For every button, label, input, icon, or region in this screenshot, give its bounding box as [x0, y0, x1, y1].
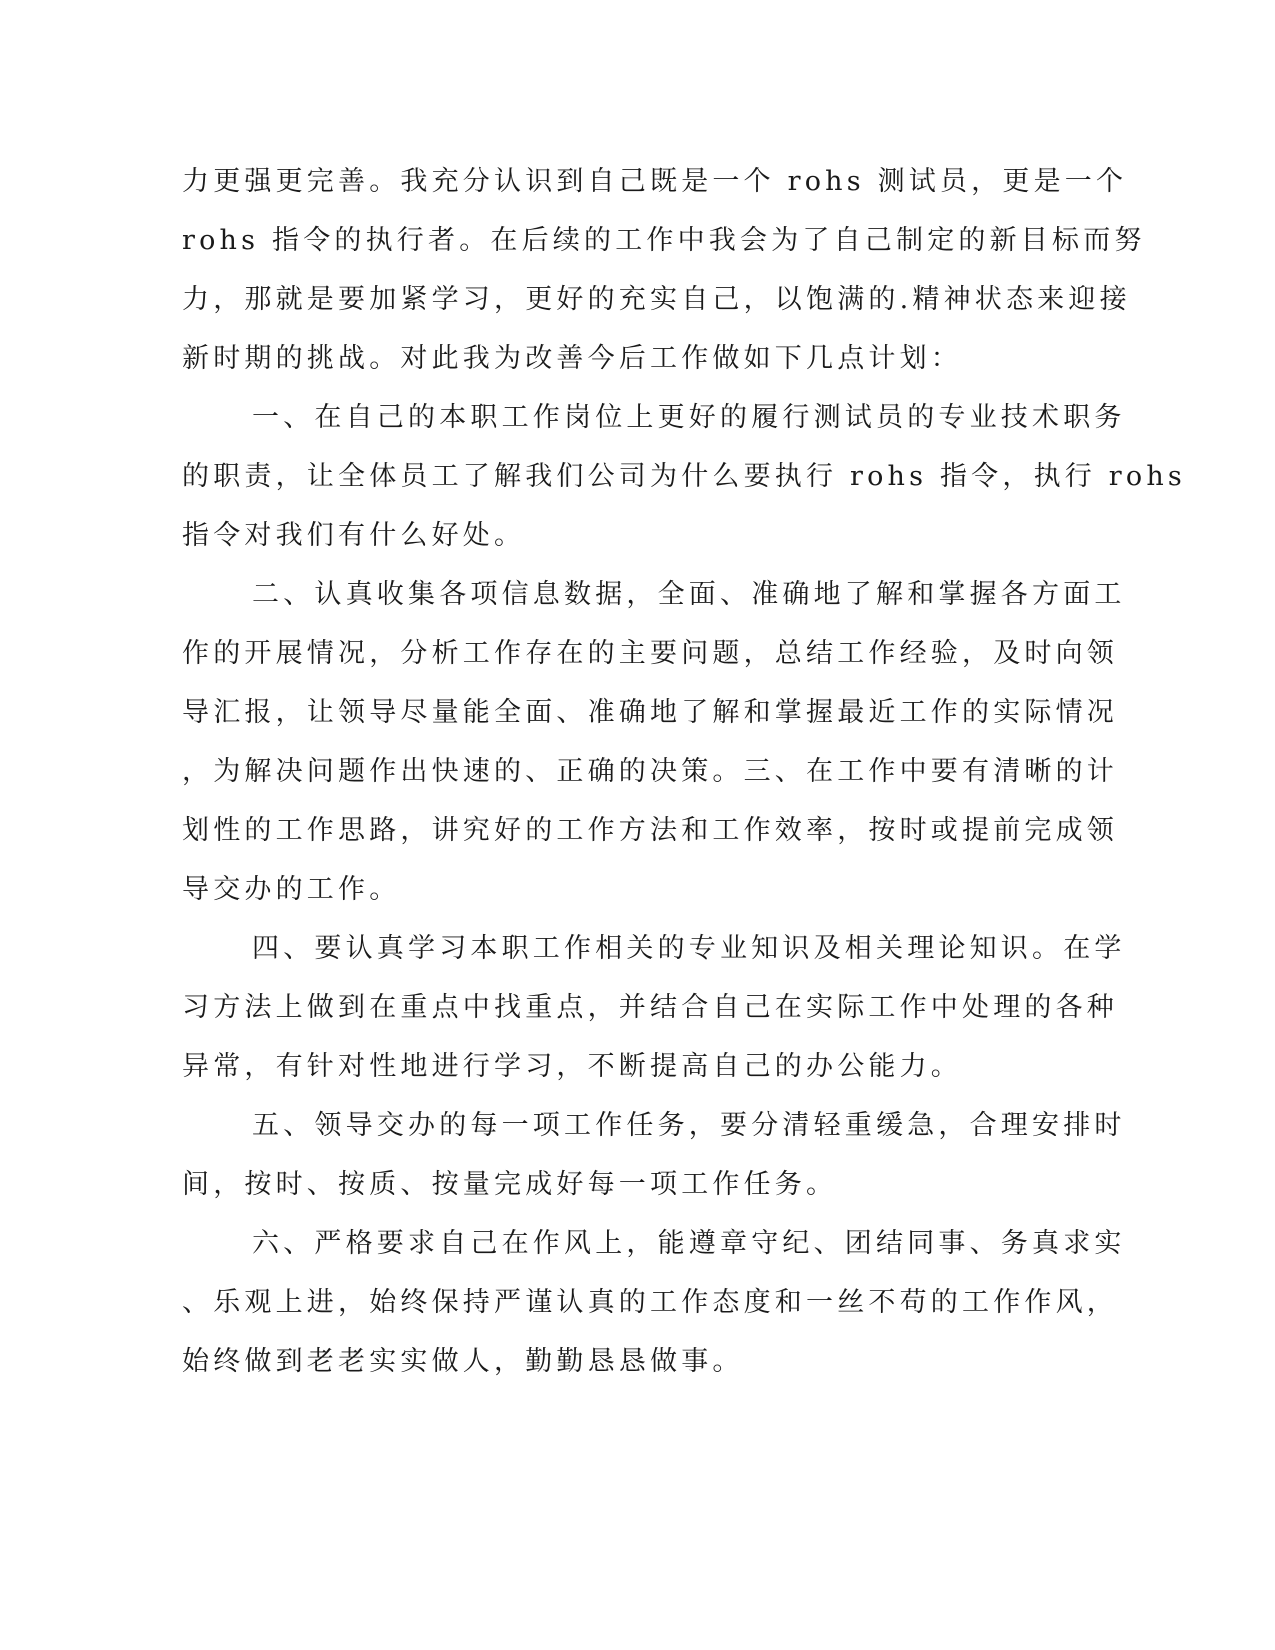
- text-line: 指令对我们有什么好处。: [182, 520, 526, 551]
- text-line: 新时期的挑战。对此我为改善今后工作做如下几点计划：: [182, 343, 962, 374]
- text-line: rohs 指令的执行者。在后续的工作中我会为了自己制定的新目标而努: [182, 225, 1146, 256]
- text-line: 导交办的工作。: [182, 874, 401, 905]
- text-line: 、乐观上进，始终保持严谨认真的工作态度和一丝不苟的工作作风，: [182, 1287, 1118, 1318]
- text-line: 力更强更完善。我充分认识到自己既是一个 rohs 测试员，更是一个: [182, 166, 1128, 197]
- text-line: 六、严格要求自己在作风上，能遵章守纪、团结同事、务真求实: [252, 1228, 1126, 1259]
- text-line: 习方法上做到在重点中找重点，并结合自己在实际工作中处理的各种: [182, 992, 1118, 1023]
- text-line: ，为解决问题作出快速的、正确的决策。三、在工作中要有清晰的计: [182, 756, 1118, 787]
- text-line: 作的开展情况，分析工作存在的主要问题，总结工作经验，及时向领: [182, 638, 1118, 669]
- text-line: 一、在自己的本职工作岗位上更好的履行测试员的专业技术职务: [252, 402, 1126, 433]
- text-line: 始终做到老老实实做人，勤勤恳恳做事。: [182, 1346, 744, 1377]
- text-line: 间，按时、按质、按量完成好每一项工作任务。: [182, 1169, 838, 1200]
- document-body: [182, 152, 1186, 1391]
- text-line: 划性的工作思路，讲究好的工作方法和工作效率，按时或提前完成领: [182, 815, 1118, 846]
- text-line: 力，那就是要加紧学习，更好的充实自己，以饱满的.精神状态来迎接: [182, 284, 1131, 315]
- text-line: 的职责，让全体员工了解我们公司为什么要执行 rohs 指令，执行 rohs: [182, 461, 1186, 492]
- text-line: 导汇报，让领导尽量能全面、准确地了解和掌握最近工作的实际情况: [182, 697, 1118, 728]
- text-line: 四、要认真学习本职工作相关的专业知识及相关理论知识。在学: [252, 933, 1126, 964]
- text-line: 二、认真收集各项信息数据，全面、准确地了解和掌握各方面工: [252, 579, 1126, 610]
- text-line: 五、领导交办的每一项工作任务，要分清轻重缓急，合理安排时: [252, 1110, 1126, 1141]
- text-line: 异常，有针对性地进行学习，不断提高自己的办公能力。: [182, 1051, 962, 1082]
